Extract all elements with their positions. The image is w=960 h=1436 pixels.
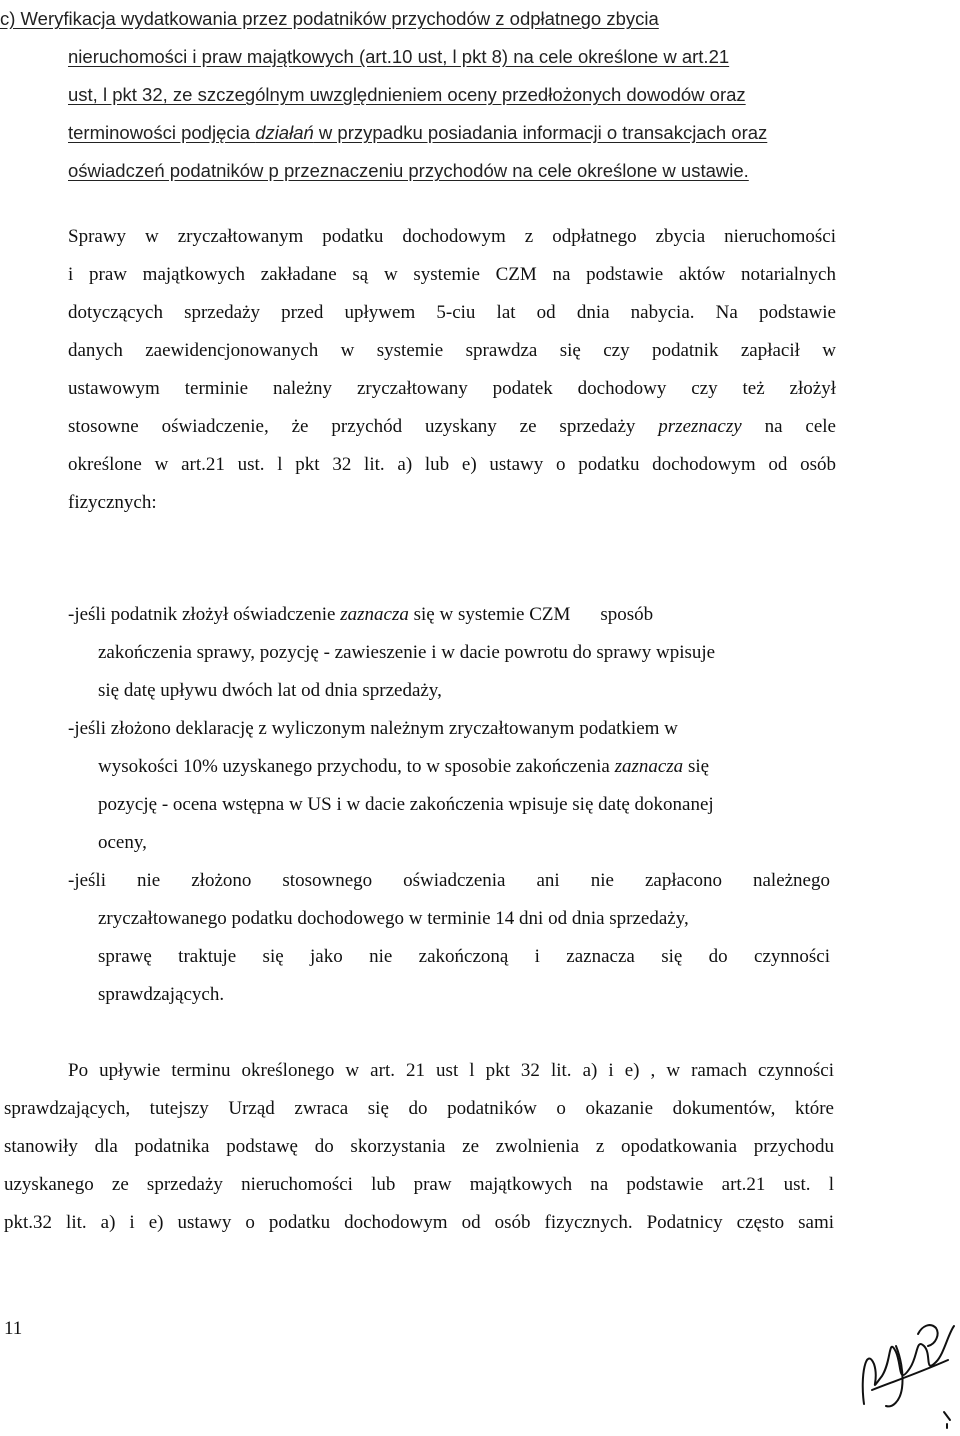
bullet-line: sprawę traktuje się jako nie zakończoną i zaznacza się do czynności	[98, 946, 830, 967]
paragraph-line: uzyskanego ze sprzedaży nieruchomości lub praw majątkowych na podstawie art.21 ust. l	[4, 1174, 834, 1195]
section-c-heading	[0, 0, 848, 190]
bullet-line: się datę upływu dwóch lat od dnia sprzedaży,	[98, 680, 442, 701]
paragraph-line: Po upływie terminu określonego w art. 21 ust l pkt 32 lit. a) i e) , w ramach czynności	[68, 1060, 834, 1081]
bullet-line	[68, 748, 830, 786]
page-number: 11	[4, 1318, 23, 1339]
bullet-line: oceny,	[98, 832, 147, 853]
bullet-line: zakończenia sprawy, pozycję - zawieszenie i w dacie powrotu do sprawy wpisuje	[98, 642, 716, 663]
bullet-line: pozycję - ocena wstępna w US i w dacie zakończenia wpisuje się datę dokonanej	[98, 794, 714, 815]
heading-text: terminowości podjęcia	[68, 122, 256, 143]
paragraph-cases	[68, 218, 836, 522]
bullet-line: zryczałtowanego podatku dochodowego w terminie 14 dni od dnia sprzedaży,	[98, 908, 689, 929]
bullet-item	[68, 862, 830, 1014]
paragraph-line: fizycznych:	[68, 492, 157, 513]
bullet-line: sprawdzających.	[98, 984, 225, 1005]
bullet-item	[68, 596, 830, 710]
heading-line: nieruchomości i praw majątkowych (art.10 ust, l pkt 8) na cele określone w art.21	[68, 46, 730, 67]
paragraph-line: stanowiły dla podatnika podstawę do skorzystania ze zwolnienia z opodatkowania przychodu	[4, 1136, 834, 1157]
heading-line: ust, l pkt 32, ze szczególnym uwzględnieniem oceny przedłożonych dowodów oraz	[68, 84, 746, 105]
handwritten-signature-icon	[852, 1316, 960, 1431]
paragraph-text: na cele	[741, 416, 836, 437]
paragraph-emphasis: przeznaczy	[658, 416, 742, 437]
paragraph-line: określone w art.21 ust. l pkt 32 lit. a) lub e) ustawy o podatku dochodowym od osób	[68, 454, 836, 475]
bullet-line	[68, 596, 830, 634]
paragraph-line: Sprawy w zryczałtowanym podatku dochodowym z odpłatnego zbycia nieruchomości	[68, 226, 836, 247]
bullet-text: się w systemie CZM	[408, 604, 571, 625]
heading-text: w przypadku posiadania informacji o transakcjach oraz	[313, 122, 768, 143]
bullet-list	[68, 596, 830, 1014]
bullet-line: -jeśli nie złożono stosownego oświadczenia ani nie zapłacono należnego	[68, 870, 830, 891]
paragraph-line: sprawdzających, tutejszy Urząd zwraca się do podatników o okazanie dokumentów, które	[4, 1098, 834, 1119]
paragraph-line: pkt.32 lit. a) i e) ustawy o podatku dochodowym od osób fizycznych. Podatnicy często sami	[4, 1212, 834, 1233]
bullet-text: sposób	[600, 604, 654, 625]
paragraph-line: danych zaewidencjonowanych w systemie sprawdza się czy podatnik zapłacił w	[68, 340, 836, 361]
bullet-text: się	[683, 756, 710, 777]
heading-emphasis: działań	[255, 122, 314, 143]
paragraph-line: ustawowym terminie należny zryczałtowany podatek dochodowy czy też złożył	[68, 378, 836, 399]
heading-line: c) Weryfikacja wydatkowania przez podatników przychodów z odpłatnego zbycia	[0, 8, 659, 29]
bullet-emphasis: zaznacza	[614, 756, 684, 777]
bullet-text: wysokości 10% uzyskanego przychodu, to w sposobie zakończenia	[98, 756, 615, 777]
paragraph-verification	[4, 1052, 834, 1242]
heading-line: oświadczeń podatników p przeznaczeniu przychodów na cele określone w ustawie.	[68, 160, 749, 181]
paragraph-line: i praw majątkowych zakładane są w systemie CZM na podstawie aktów notarialnych	[68, 264, 836, 285]
paragraph-line: dotyczących sprzedaży przed upływem 5-ciu lat od dnia nabycia. Na podstawie	[68, 302, 836, 323]
bullet-line: -jeśli złożono deklarację z wyliczonym należnym zryczałtowanym podatkiem w	[68, 718, 678, 739]
bullet-item	[68, 710, 830, 862]
bullet-text: -jeśli podatnik złożył oświadczenie	[68, 604, 341, 625]
heading-line	[68, 114, 848, 152]
bullet-emphasis: zaznacza	[340, 604, 409, 625]
paragraph-text: stosowne oświadczenie, że przychód uzyskany ze sprzedaży	[68, 416, 659, 437]
paragraph-line	[68, 408, 836, 446]
